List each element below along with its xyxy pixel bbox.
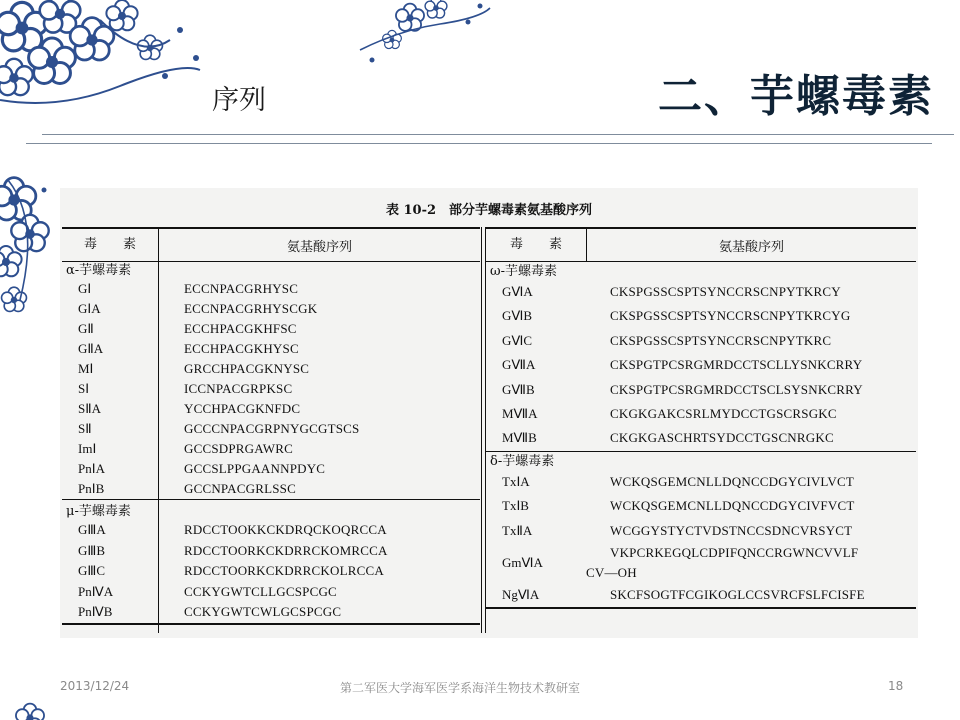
toxin-name: GⅢA xyxy=(78,522,106,537)
amino-acid-sequence: ECCHPACGKHYSC xyxy=(184,341,299,356)
sequence-row xyxy=(62,439,480,459)
table-header-left xyxy=(62,229,480,262)
toxin-name: GⅡ xyxy=(78,321,94,336)
header-sequence-right: 氨基酸序列 xyxy=(718,239,784,255)
sequence-row xyxy=(486,543,916,583)
toxin-name: SⅡA xyxy=(78,401,102,416)
amino-acid-sequence: ECCNPACGRHYSCGK xyxy=(184,301,318,316)
toxin-name: GⅥA xyxy=(502,284,533,299)
table-caption: 表 10-2 部分芋螺毒素氨基酸序列 xyxy=(385,203,593,218)
amino-acid-sequence: WCGGYSTYCTVDSTNCCSDNCVRSYCT xyxy=(610,522,853,538)
sequence-row xyxy=(486,378,916,402)
sequence-row xyxy=(62,299,480,319)
sequence-row xyxy=(62,602,480,623)
amino-acid-sequence: CKSPGSSCSPTSYNCCRSCNPYTKRC xyxy=(610,332,832,348)
toxin-name: SⅡ xyxy=(78,421,92,436)
title-divider-top xyxy=(42,134,954,135)
toxin-name: GⅢB xyxy=(78,542,106,558)
sequence-row xyxy=(486,353,916,377)
toxin-name: PnⅣB xyxy=(78,604,113,620)
amino-acid-sequence: SKCFSOGTFCGIKOGLCCSVRCFSLFCISFE xyxy=(610,586,865,602)
amino-acid-sequence: GCCCNPACGRPNYGCGTSCS xyxy=(184,421,360,436)
amino-acid-sequence: ECCNPACGRHYSC xyxy=(184,281,299,296)
table-header-right xyxy=(486,229,916,262)
amino-acid-sequence: CCKYGWTCLLGCSPCGC xyxy=(184,583,337,599)
sequence-row xyxy=(62,541,480,562)
toxin-group-label: α-芋螺毒素 xyxy=(66,263,132,278)
table-right-half xyxy=(486,227,916,609)
sequence-row xyxy=(62,479,480,499)
amino-acid-sequence: GCCSLPPGAANNPDYC xyxy=(184,461,326,476)
toxin-name: TxⅠA xyxy=(502,473,530,489)
toxin-name: ImⅠ xyxy=(78,441,97,456)
sequence-row xyxy=(486,280,916,304)
amino-acid-sequence: CKSPGSSCSPTSYNCCRSCNPYTKRCYG xyxy=(610,308,851,324)
toxin-group-label: δ-芋螺毒素 xyxy=(490,453,555,469)
flower-bottom-left xyxy=(16,704,44,720)
sequence-row xyxy=(62,359,480,379)
toxin-group xyxy=(62,262,480,499)
sequence-row xyxy=(62,279,480,299)
amino-acid-sequence: CKSPGTPCSRGMRDCCTSCLSYSNKCRRY xyxy=(610,381,863,397)
table-center-divider-b xyxy=(485,227,486,633)
amino-acid-sequence: YCCHPACGKNFDC xyxy=(184,401,301,416)
sequence-row xyxy=(62,582,480,603)
amino-acid-sequence: VKPCRKEGQLCDPIFQNCCRGWNCVVLF xyxy=(610,544,859,560)
toxin-name: TxⅡA xyxy=(502,522,533,538)
amino-acid-sequence: GCCSDPRGAWRC xyxy=(184,441,293,456)
footer-date: 2013/12/24 xyxy=(60,679,130,693)
header-sequence-left: 氨基酸序列 xyxy=(286,239,352,255)
sequence-row xyxy=(486,583,916,607)
table-left-half xyxy=(62,227,480,625)
amino-acid-sequence: WCKQSGEMCNLLDQNCCDGYCIVFVCT xyxy=(610,498,855,514)
toxin-name: PnⅠB xyxy=(78,481,105,496)
sequence-row xyxy=(62,520,480,541)
amino-acid-sequence: RDCCTOORKCKDRRCKOMRCCA xyxy=(184,542,388,558)
slide-subtitle: 序列 xyxy=(212,85,266,116)
flower-cluster-top-left xyxy=(0,0,200,103)
sequence-row xyxy=(62,419,480,439)
sequence-row xyxy=(486,402,916,426)
footer-department: 第二军医大学海军医学系海洋生物技术教研室 xyxy=(340,681,581,695)
sequence-row xyxy=(62,399,480,419)
toxin-name: PnⅣA xyxy=(78,583,114,599)
amino-acid-sequence: RDCCTOOKKCKDRQCKOQRCCA xyxy=(184,522,387,537)
toxin-name: GⅠ xyxy=(78,281,92,296)
toxin-name: MⅦB xyxy=(502,430,537,446)
sequence-row xyxy=(486,304,916,328)
header-toxin-left: 毒 素 xyxy=(62,229,159,261)
flower-cluster-left xyxy=(0,178,49,312)
amino-acid-sequence: CKGKGASCHRTSYDCCTGSCNRGKC xyxy=(610,430,834,446)
amino-acid-sequence: CCKYGWTCWLGCSPCGC xyxy=(184,604,342,620)
toxin-name: GⅥB xyxy=(502,308,533,324)
sequence-row xyxy=(62,319,480,339)
slide-title: 二、芋螺毒素 xyxy=(658,71,934,122)
amino-acid-sequence xyxy=(586,543,858,583)
toxin-name: SⅠ xyxy=(78,381,90,396)
column-divider-left xyxy=(158,227,159,633)
table-body-left xyxy=(62,262,480,623)
toxin-name: GⅦA xyxy=(502,357,536,373)
sequence-row xyxy=(62,459,480,479)
table-body-right xyxy=(486,262,916,607)
amino-acid-sequence: ECCHPACGKHFSC xyxy=(184,321,297,336)
amino-acid-sequence: CKGKGAKCSRLMYDCCTGSCRSGKC xyxy=(610,405,837,421)
amino-acid-sequence: GRCCHPACGKNYSC xyxy=(184,361,310,376)
toxin-name: GⅠA xyxy=(78,301,101,316)
amino-acid-sequence: ICCNPACGRPKSC xyxy=(184,381,293,396)
flower-cluster-top-middle xyxy=(360,0,490,63)
toxin-name: GⅦB xyxy=(502,381,535,397)
sequence-row xyxy=(62,379,480,399)
toxin-name: GⅢC xyxy=(78,563,106,579)
sequence-row xyxy=(486,329,916,353)
toxin-group xyxy=(486,262,916,451)
toxin-group-label: ω-芋螺毒素 xyxy=(490,264,557,279)
toxin-name: NgⅥA xyxy=(502,586,540,602)
toxin-group-label: μ-芋螺毒素 xyxy=(66,504,131,519)
table-center-divider-a xyxy=(481,227,482,633)
sequence-row xyxy=(486,494,916,518)
toxin-name: PnⅠA xyxy=(78,461,105,476)
amino-acid-sequence-continuation: CV—OH xyxy=(586,564,637,580)
sequence-row xyxy=(62,561,480,582)
footer-page-number: 18 xyxy=(888,679,904,693)
toxin-name: GⅡA xyxy=(78,341,104,356)
amino-acid-sequence: WCKQSGEMCNLLDQNCCDGYCIVLVCT xyxy=(610,473,854,489)
amino-acid-sequence: CKSPGTPCSRGMRDCCTSCLLYSNKCRRY xyxy=(610,357,863,373)
amino-acid-sequence: CKSPGSSCSPTSYNCCRSCNPYTKRCY xyxy=(610,284,841,299)
title-divider-bottom xyxy=(26,143,932,144)
header-toxin-right: 毒 素 xyxy=(486,229,587,261)
toxin-group xyxy=(486,451,916,608)
amino-acid-sequence: GCCNPACGRLSSC xyxy=(184,481,296,496)
toxin-name: TxⅠB xyxy=(502,498,529,514)
toxin-name: MⅠ xyxy=(78,361,94,376)
sequence-row xyxy=(486,519,916,543)
sequence-row xyxy=(486,426,916,450)
toxin-name: MⅦA xyxy=(502,405,538,421)
toxin-group xyxy=(62,499,480,623)
toxin-name: GmⅥA xyxy=(502,554,543,570)
amino-acid-sequence: RDCCTOORKCKDRRCKOLRCCA xyxy=(184,563,384,579)
toxin-name: GⅥC xyxy=(502,332,533,348)
sequence-row xyxy=(62,339,480,359)
sequence-row xyxy=(486,470,916,494)
